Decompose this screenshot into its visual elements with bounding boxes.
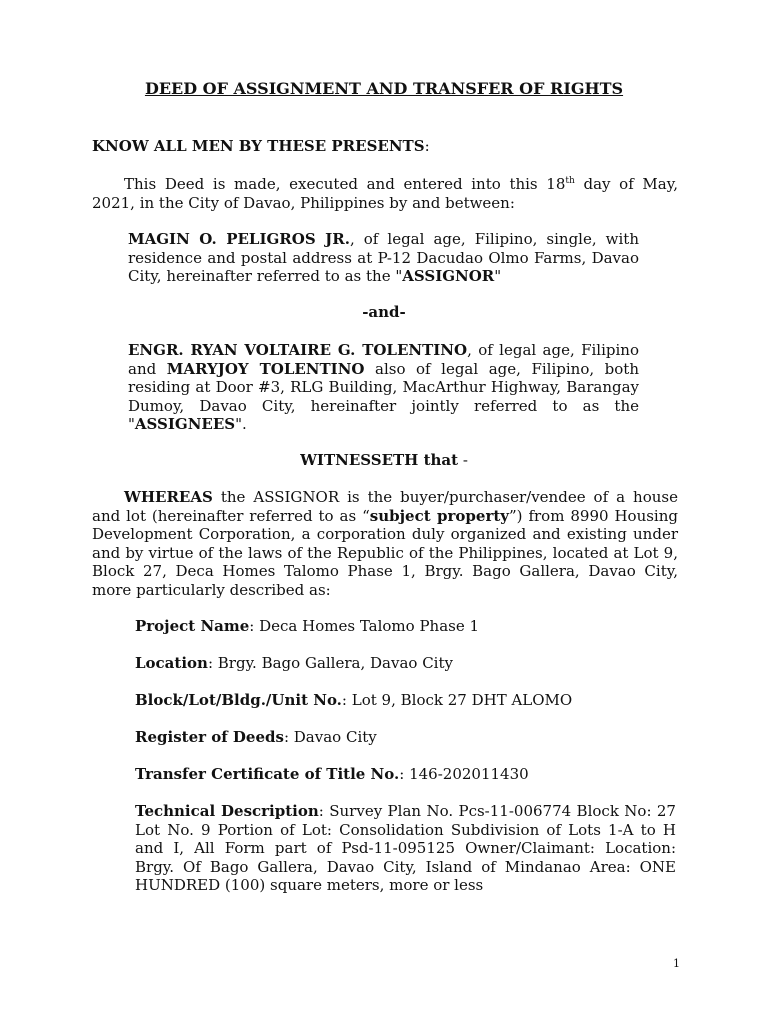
detail-label: Technical Description [135,802,319,820]
detail-block-lot [135,691,675,710]
opening-paragraph [92,175,678,212]
detail-label: Project Name [135,617,250,635]
assignees-end: ". [235,415,247,433]
detail-value: Deca Homes Talomo Phase 1 [259,617,480,635]
intro-bold: KNOW ALL MEN BY THESE PRESENTS [92,137,425,155]
detail-value: Survey Plan No. Pcs-11-006774 Block No: 27 Lot No. 9 Portion of Lot: Consolidation Subdivision of Lots 1-A to H and I, All Form part of Psd-11-095125 Owner/Claimant: Location: Brgy. Of Bago Gallera, Davao City, Island of Mindanao Area: ONE HUNDRED (100) square meters, more or less [135,802,676,894]
detail-technical-description [135,802,676,895]
whereas-paragraph [92,488,678,599]
detail-project-name [135,617,675,636]
witnesseth-after: - [458,451,468,469]
assignee-name-2: MARYJOY TOLENTINO [166,359,365,378]
detail-location [135,654,675,673]
assignees-role: ASSIGNEES [134,415,236,433]
detail-label: Block/Lot/Bldg./Unit No. [135,691,342,709]
whereas-text-2: ”) from 8990 Housing Development Corporation, a corporation duly organized and existing under and by virtue of the laws of the Republic of the Philippines, located at Lot 9, Block 27, Deca Homes Talomo Phase 1, Brgy. Bago Gallera, Davao City, more particularly described as: [92,506,678,599]
detail-sep: : [249,617,260,635]
assignees-text-1: , of legal age, Filipino and [128,341,639,378]
assignees-text-2: also of legal age, Filipino, both residing at Door #3, RLG Building, MacArthur Highway, Barangay Dumoy, Davao City, hereinafter jointly referred to as the " [128,359,639,433]
para1-sup: th [565,176,575,186]
whereas-text-1: the ASSIGNOR is the buyer/purchaser/vendee of a house and lot (hereinafter referred to as “ [92,488,678,525]
para1-text-b: day of May, 2021, in the City of Davao, Philippines by and between: [92,175,678,212]
intro-line [92,137,692,156]
detail-label: Transfer Certificate of Title No. [135,765,400,783]
detail-sep: : [207,654,218,672]
detail-value: Brgy. Bago Gallera, Davao City [217,654,453,672]
detail-label: Register of Deeds [135,728,284,746]
assignor-text: , of legal age, Filipino, single, with residence and postal address at P-12 Dacudao Olmo Farms, Davao City, hereinafter referred to as the " [128,230,640,285]
page-number: 1 [673,957,680,970]
detail-sep: : [318,802,330,820]
detail-value: 146-202011430 [409,765,529,783]
and-text: -and- [362,303,406,321]
assignees-paragraph [128,341,639,434]
witnesseth-heading [0,451,768,470]
detail-value: Davao City [293,728,377,746]
document-title: DEED OF ASSIGNMENT AND TRANSFER OF RIGHTS [144,79,624,98]
assignor-role: ASSIGNOR [402,267,495,285]
detail-tct-number [135,765,675,784]
assignor-end: " [494,267,502,285]
para1-text-a: This Deed is made, executed and entered into this 18 [124,175,566,193]
assignor-paragraph [128,230,639,286]
and-separator [0,303,768,322]
detail-label: Location [135,654,208,672]
whereas-term: subject property [369,506,509,525]
whereas-bold: WHEREAS [124,488,213,506]
witnesseth-bold: WITNESSETH that [300,451,459,469]
detail-register-of-deeds [135,728,675,747]
intro-after: : [424,137,430,155]
detail-value: Lot 9, Block 27 DHT ALOMO [351,691,573,709]
detail-sep: : [283,728,294,746]
detail-sep: : [341,691,352,709]
assignor-name: MAGIN O. PELIGROS JR. [128,230,350,248]
assignee-name-1: ENGR. RYAN VOLTAIRE G. TOLENTINO [128,341,468,359]
detail-sep: : [399,765,410,783]
